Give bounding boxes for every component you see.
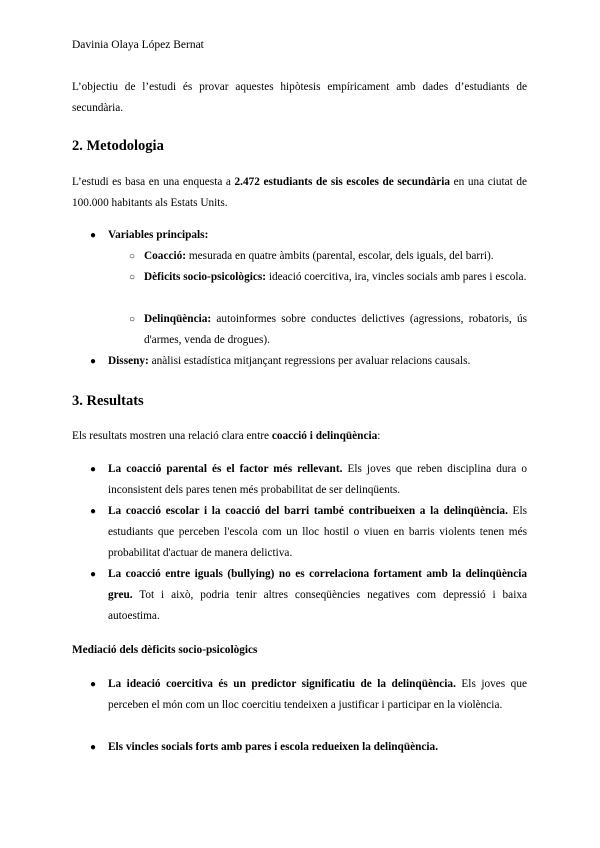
bullet-icon: ● [90, 230, 97, 241]
methodology-bold: 2.472 estudiants de sis escoles de secundària [234, 176, 451, 188]
design-item: Disseny: anàlisi estadística mitjançant regressions per avaluar relacions causals. [108, 355, 471, 367]
subsection-heading-mediation: Mediació dels dèficits socio-psicològics [72, 644, 258, 656]
section-heading-results: 3. Resultats [72, 393, 144, 409]
methodology-text-end: en una ciutat de 100.000 habitants als Estats Units. [72, 176, 528, 209]
results-item-parental: La coacció parental és el factor més rellevant. Els joves que reben disciplina dura o inconsistent dels pares tenen més probabilitat de ser delinqüents. [108, 463, 527, 496]
sub-item-coaccio: Coacció: mesurada en quatre àmbits (parental, escolar, dels iguals, del barri). [144, 250, 494, 262]
circle-bullet-icon: ○ [129, 272, 136, 283]
circle-bullet-icon: ○ [129, 251, 136, 262]
methodology-text: L’estudi es basa en una enquesta a [72, 176, 235, 188]
results-intro: Els resultats mostren una relació clara entre coacció i delinqüència: [72, 430, 381, 442]
bullet-icon: ● [90, 742, 97, 753]
mediation-item-bonds: Els vincles socials forts amb pares i escola redueixen la delinqüència. [108, 741, 439, 753]
intro-paragraph: L’objectiu de l’estudi és provar aquestes hipòtesis empíricament amb dades d’estudiants de secundària. [72, 81, 527, 114]
page-header-author: Davinia Olaya López Bernat [72, 39, 204, 51]
sub-item-delinquencia: Delinqüència: autoinformes sobre conductes delictives (agressions, robatoris, ús d'armes, venda de drogues). [144, 313, 527, 346]
results-item-peers: La coacció entre iguals (bullying) no es correlaciona fortament amb la delinqüència greu. Tot i això, podria tenir altres conseqüències negatives com depressió i baixa autoestima. [108, 568, 527, 622]
circle-bullet-icon: ○ [129, 314, 136, 325]
bullet-icon: ● [90, 506, 97, 517]
methodology-paragraph [72, 172, 527, 214]
sub-item-deficits: Dèficits socio-psicològics: ideació coercitiva, ira, vincles socials amb pares i escola. [144, 271, 527, 283]
main-variables-label: Variables principals: [108, 229, 209, 241]
section-heading-methodology: 2. Metodologia [72, 138, 164, 154]
bullet-icon: ● [90, 464, 97, 475]
bullet-icon: ● [90, 356, 97, 367]
bullet-icon: ● [90, 679, 97, 690]
results-item-school: La coacció escolar i la coacció del barri també contribueixen a la delinqüència. Els estudiants que perceben l'escola com un lloc hostil o viuen en barris violents tenen més probabilitat d'actuar de manera delictiva. [108, 505, 527, 559]
bullet-icon: ● [90, 569, 97, 580]
mediation-item-ideation: La ideació coercitiva és un predictor significatiu de la delinqüència. Els joves que perceben el món com un lloc coercitiu tendeixen a justificar i participar en la violència. [108, 678, 527, 711]
